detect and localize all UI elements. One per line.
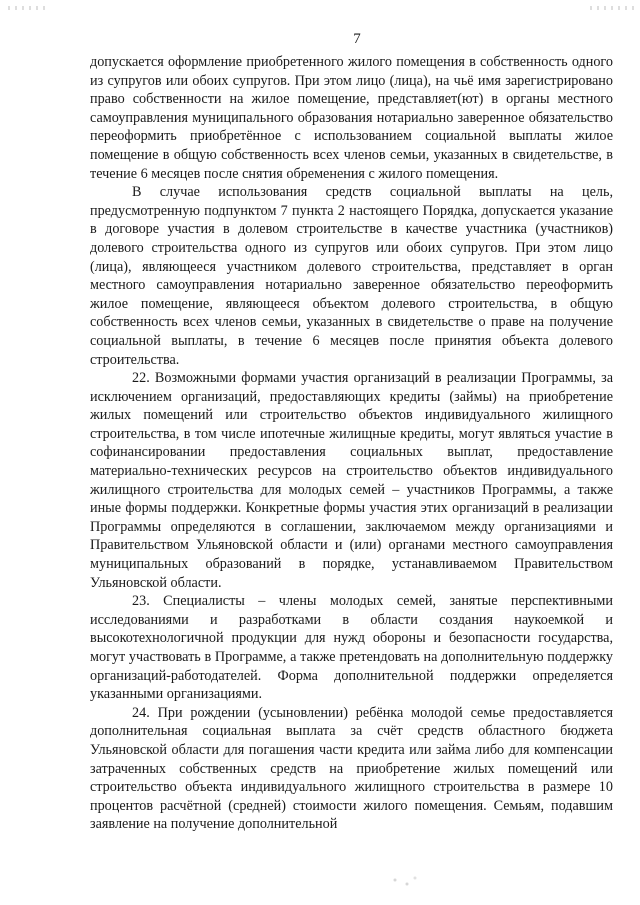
paragraph-22: 22. Возможными формами участия организаций в реализации Программы, за исключением организаций, предоставляющих кредиты (займы) на приобретение жилых помещений или строительство объектов индивидуального жилищного строительства, в том числе ипотечные жилищные кредиты, могут являться участие в софинансировании предоставления социальных выплат, предоставление материально-технических ресурсов на строительство объектов индивидуального жилищного строительства для молодых семей – участников Программы, а также иные формы поддержки. Конкретные формы участия этих организаций в реализации Программы определяются в соглашении, заключаемом между организациями и Правительством Ульяновской области и (или) органами местного самоуправления муниципальных образований в порядке, устанавливаемом Правительством Ульяновской области. [90, 370, 613, 591]
paragraph-23: 23. Специалисты – члены молодых семей, занятые перспективными исследованиями и разработками в области создания наукоемкой и высокотехнологичной продукции для нужд обороны и безопасности государства, могут участвовать в Программе, а также претендовать на дополнительную поддержку организаций-работодателей. Форма дополнительной поддержки определяется указанными организациями. [90, 593, 613, 703]
scan-artifact-top-left [8, 6, 48, 10]
page-number: 7 [353, 31, 361, 47]
scan-artifact-bottom [383, 872, 423, 892]
document-body [90, 53, 613, 834]
paragraph-24: 24. При рождении (усыновлении) ребёнка молодой семье предоставляется дополнительная социальная выплата за счёт средств областного бюджета Ульяновской области для погашения части кредита или займа либо для компенсации затраченных собственных средств на приобретение жилых помещений или строительство объекта индивидуального жилищного строительства в размере 10 процентов расчётной (средней) стоимости жилого помещения. Семьям, подавшим заявление на получение дополнительной [90, 704, 613, 833]
paragraph-shared-construction: В случае использования средств социальной выплаты на цель, предусмотренную подпунктом 7 пункта 2 настоящего Порядка, допускается указание в договоре участия в долевом строительстве в качестве участника (участников) долевого строительства одного из супругов или обоих супругов. При этом лицо (лица), являющееся участником долевого строительства, представляет в орган местного самоуправления нотариально заверенное обязательство переоформить жилое помещение, являющееся объектом долевого строительства, в общую собственность всех членов семьи, указанных в свидетельстве о праве на получение социальной выплаты, в течение 6 месяцев после принятия объекта долевого строительства. [90, 184, 613, 368]
paragraph-continuation: допускается оформление приобретенного жилого помещения в собственность одного из супругов или обоих супругов. При этом лицо (лица), на чьё имя зарегистрировано право собственности на жилое помещение, представляет(ют) в органы местного самоуправления муниципального образования нотариально заверенное обязательство переоформить приобретённое с использованием социальной выплаты жилое помещение в общую собственность всех членов семьи, указанных в свидетельстве, в течение 6 месяцев после снятия обременения с жилого помещения. [90, 54, 613, 182]
scan-artifact-top-right [590, 6, 634, 10]
